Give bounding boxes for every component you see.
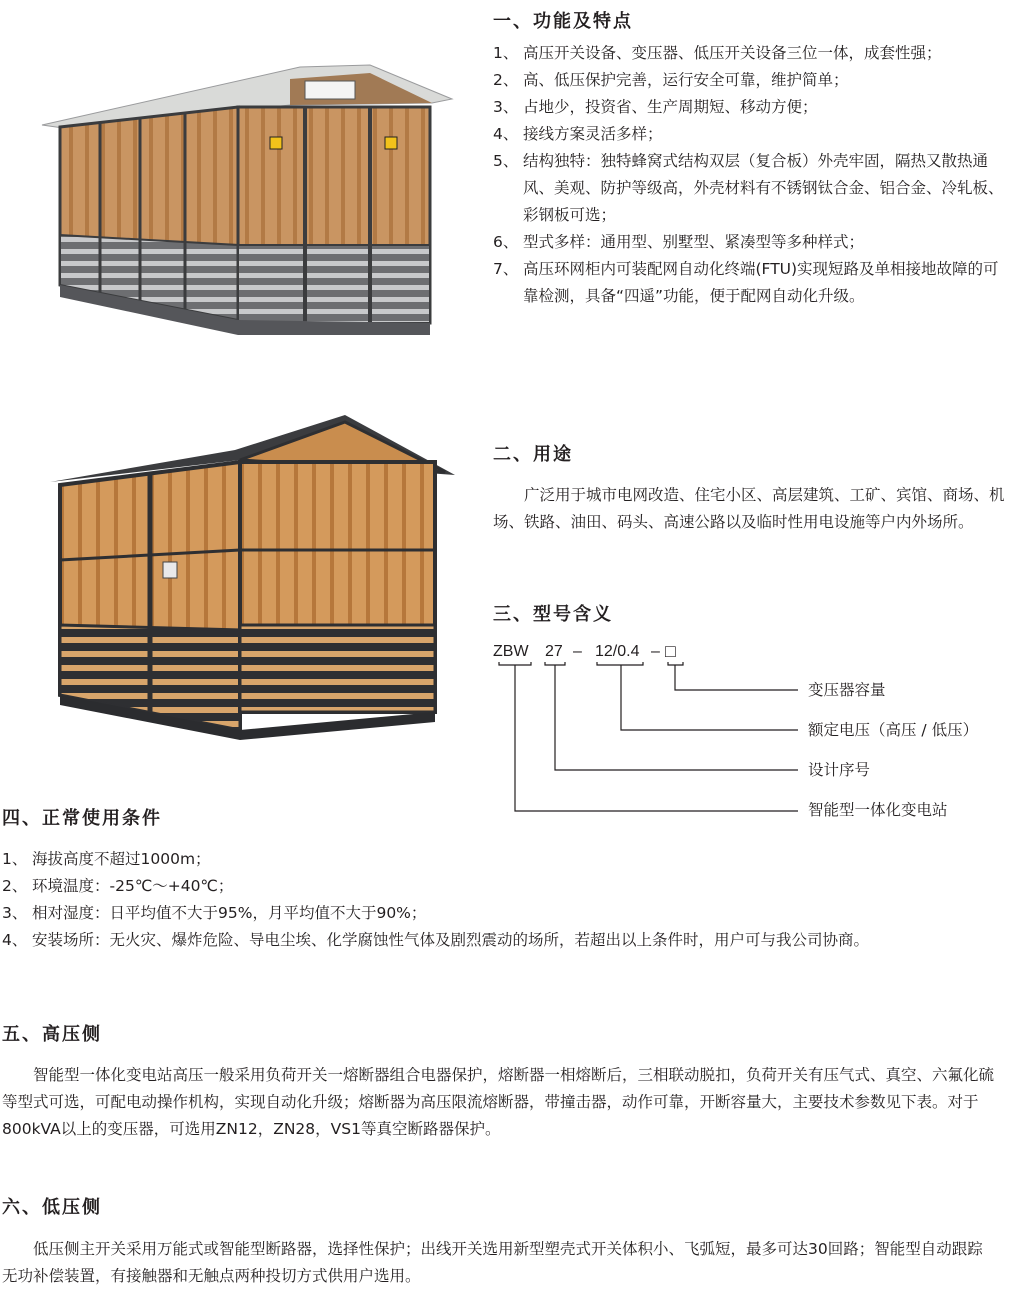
section-usage-title: 二、用途 [493,444,573,465]
section-low-voltage-title: 六、低压侧 [2,1197,102,1218]
model-code-capacity: □ [665,641,676,661]
section-conditions-title: 四、正常使用条件 [2,808,162,829]
list-item: 1、 高压开关设备、变压器、低压开关设备三位一体，成套性强； [493,44,942,62]
model-leader-lines [493,640,803,825]
list-item: 7、 高压环网柜内可装配网自动化终端(FTU)实现短路及单相接地故障的可靠检测，具备“四遥”功能，便于配网自动化升级。 [493,260,999,305]
model-label-capacity: 变压器容量 [808,681,886,699]
model-code-design: 27 [545,643,563,660]
list-item: 2、 环境温度：-25℃～+40℃； [2,877,234,895]
features-list [493,40,1007,310]
model-label-series: 智能型一体化变电站 [808,801,948,819]
high-voltage-paragraph: 智能型一体化变电站高压一般采用负荷开关一熔断器组合电器保护，熔断器一相熔断后，三相联动脱扣，负荷开关有压气式、真空、六氟化硫等型式可选，可配电动操作机构，实现自动化升级；熔断器为高压限流熔断器，带撞击器，动作可靠，开断容量大，主要技术参数见下表。对于800kVA以上的变压器，可选用ZN12，ZN28，VS1等真空断路器保护。 [2,1066,995,1138]
list-item: 1、 海拔高度不超过1000m； [2,850,211,868]
list-item: 5、 结构独特：独特蜂窝式结构双层（复合板）外壳牢固，隔热又散热通风、美观、防护等级高，外壳材料有不锈钢钛合金、铝合金、冷轧板、彩钢板可选； [493,152,1004,224]
list-item: 4、 接线方案灵活多样； [493,125,663,143]
list-item: 3、 相对湿度：日平均值不大于95%，月平均值不大于90%； [2,904,427,922]
substation-long-drawing [40,55,460,345]
conditions-list [2,846,992,954]
list-item: 4、 安装场所：无火灾、爆炸危险、导电尘埃、化学腐蚀性气体及剧烈震动的场所，若超出以上条件时，用户可与我公司协商。 [2,931,870,949]
model-code-dash: – [573,643,582,660]
substation-photo-long [40,55,460,345]
usage-paragraph: 广泛用于城市电网改造、住宅小区、高层建筑、工矿、宾馆、商场、机场、铁路、油田、码头、高速公路以及临时性用电设施等户内外场所。 [493,486,1005,531]
section-model-title: 三、型号含义 [493,604,613,625]
substation-photo-compact [45,410,460,745]
substation-compact-drawing [45,410,460,745]
model-label-voltage: 额定电压（高压 / 低压） [808,721,979,739]
model-code-series: ZBW [493,643,529,660]
list-item: 6、 型式多样：通用型、别墅型、紧凑型等多种样式； [493,233,865,251]
list-item: 2、 高、低压保护完善，运行安全可靠，维护简单； [493,71,849,89]
model-label-design: 设计序号 [808,761,871,779]
list-item: 3、 占地少，投资省、生产周期短、移动方便； [493,98,818,116]
low-voltage-paragraph: 低压侧主开关采用万能式或智能型断路器，选择性保护；出线开关选用新型塑壳式开关体积小、飞弧短，最多可达30回路；智能型自动跟踪无功补偿装置，有接触器和无触点两种投切方式供用户选用。 [2,1240,983,1285]
model-code-voltage: 12/0.4 [595,643,640,660]
model-code-dash: – [651,643,660,660]
section-features-title: 一、功能及特点 [493,11,633,32]
model-diagram [493,640,1010,825]
section-high-voltage-title: 五、高压侧 [2,1024,102,1045]
